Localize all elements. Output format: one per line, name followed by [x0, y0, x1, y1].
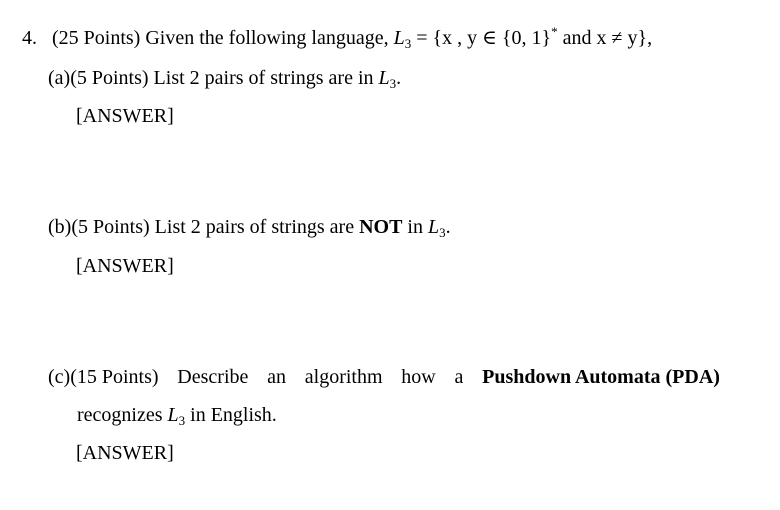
part-b-label: (b): [48, 216, 72, 238]
part-a-text: List 2 pairs of strings are in: [153, 67, 374, 89]
part-c-label: (c): [48, 366, 71, 388]
part-c-word: an: [267, 366, 287, 388]
part-c-word: a: [454, 366, 464, 388]
part-b-prompt: (b)(5 Points) List 2 pairs of strings are NOT in $L_3$.: [48, 216, 451, 240]
part-b-text: List 2 pairs of strings are: [154, 216, 355, 238]
question-number: 4.: [22, 27, 37, 49]
part-c-text-before: recognizes: [77, 404, 163, 426]
part-b-text-after: in: [407, 216, 423, 238]
part-b-answer: [ANSWER]: [76, 255, 174, 277]
part-b-language-symbol: $L_3$: [427, 216, 446, 240]
part-a-points: (5 Points): [70, 67, 149, 89]
part-c-word: how: [401, 366, 436, 388]
part-c-language-symbol: $L_3$: [167, 404, 186, 428]
part-c-word: Describe: [177, 366, 249, 388]
question-intro: Given the following language,: [145, 27, 389, 49]
part-b-points: (5 Points): [71, 216, 150, 238]
question-points: (25 Points): [52, 27, 141, 49]
part-c-bold-pda: Pushdown Automata (PDA): [482, 366, 720, 388]
language-definition: = {x , y ∈ {0, 1}: [416, 27, 552, 49]
part-c-prompt-line1: [48, 365, 720, 389]
part-c-label-points: [48, 365, 159, 389]
kleene-star: *: [551, 24, 558, 39]
part-b-bold-not: NOT: [359, 216, 403, 238]
part-c-prompt-line2: [77, 403, 277, 427]
question-header: [22, 26, 652, 50]
language-condition: and x ≠ y},: [562, 27, 653, 49]
language-symbol: $L_3$: [393, 27, 412, 51]
part-c-answer: [ANSWER]: [76, 442, 174, 464]
part-c-word: algorithm: [304, 366, 383, 388]
part-a-prompt: (a)(5 Points) List 2 pairs of strings are in $L_3$.: [48, 67, 402, 91]
part-a-answer: [ANSWER]: [76, 105, 174, 127]
part-a-label: (a): [48, 67, 71, 89]
part-c-points: (15 Points): [70, 366, 159, 388]
part-a-language-symbol: $L_3$: [378, 67, 397, 91]
part-c-text-after: in English.: [190, 404, 277, 426]
